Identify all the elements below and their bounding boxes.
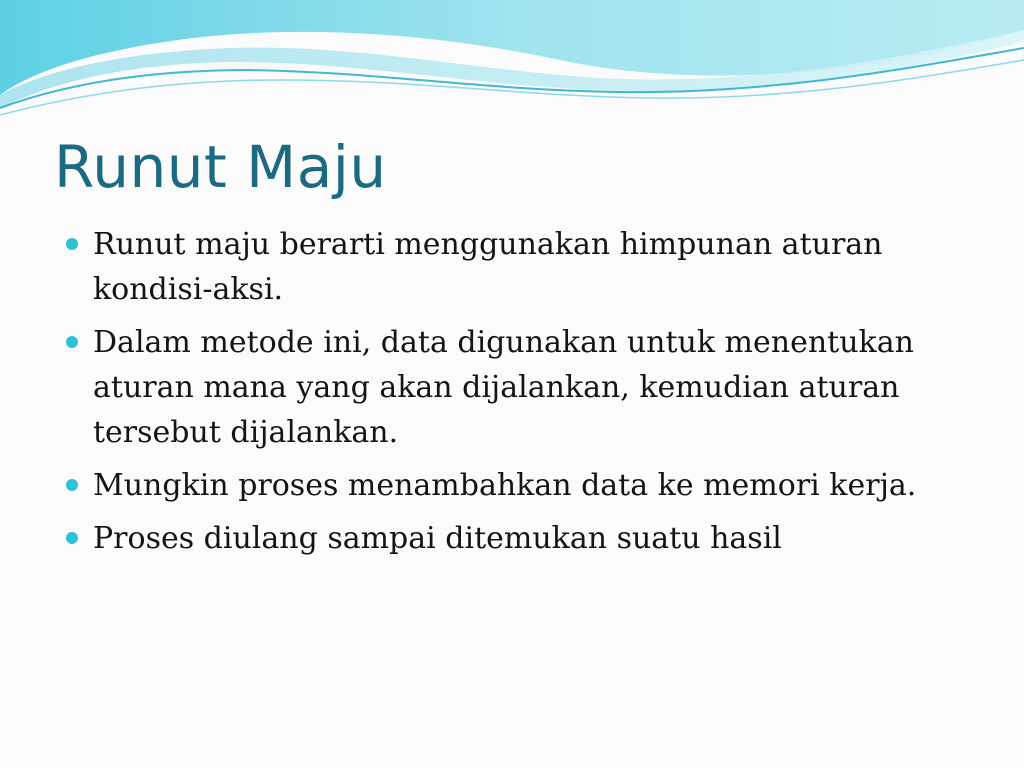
bullet-dot-icon bbox=[66, 479, 78, 491]
bullet-text: Proses diulang sampai ditemukan suatu hasil bbox=[93, 521, 782, 556]
bullet-dot-icon bbox=[66, 238, 78, 250]
bullet-dot-icon bbox=[66, 532, 78, 544]
bullet-item bbox=[58, 222, 998, 312]
bullet-text: Dalam metode ini, data digunakan untuk menentukan aturan mana yang akan dijalankan, kemudian aturan tersebut dijalankan. bbox=[93, 325, 914, 450]
bullet-list bbox=[58, 222, 998, 569]
bullet-item bbox=[58, 463, 998, 508]
bullet-text: Runut maju berarti menggunakan himpunan aturan kondisi-aksi. bbox=[93, 227, 883, 307]
bullet-item bbox=[58, 516, 998, 561]
bullet-item bbox=[58, 320, 998, 455]
header-wave-decoration bbox=[0, 0, 1024, 130]
bullet-text: Mungkin proses menambahkan data ke memori kerja. bbox=[93, 468, 917, 503]
bullet-dot-icon bbox=[66, 336, 78, 348]
slide-title: Runut Maju bbox=[54, 133, 387, 201]
